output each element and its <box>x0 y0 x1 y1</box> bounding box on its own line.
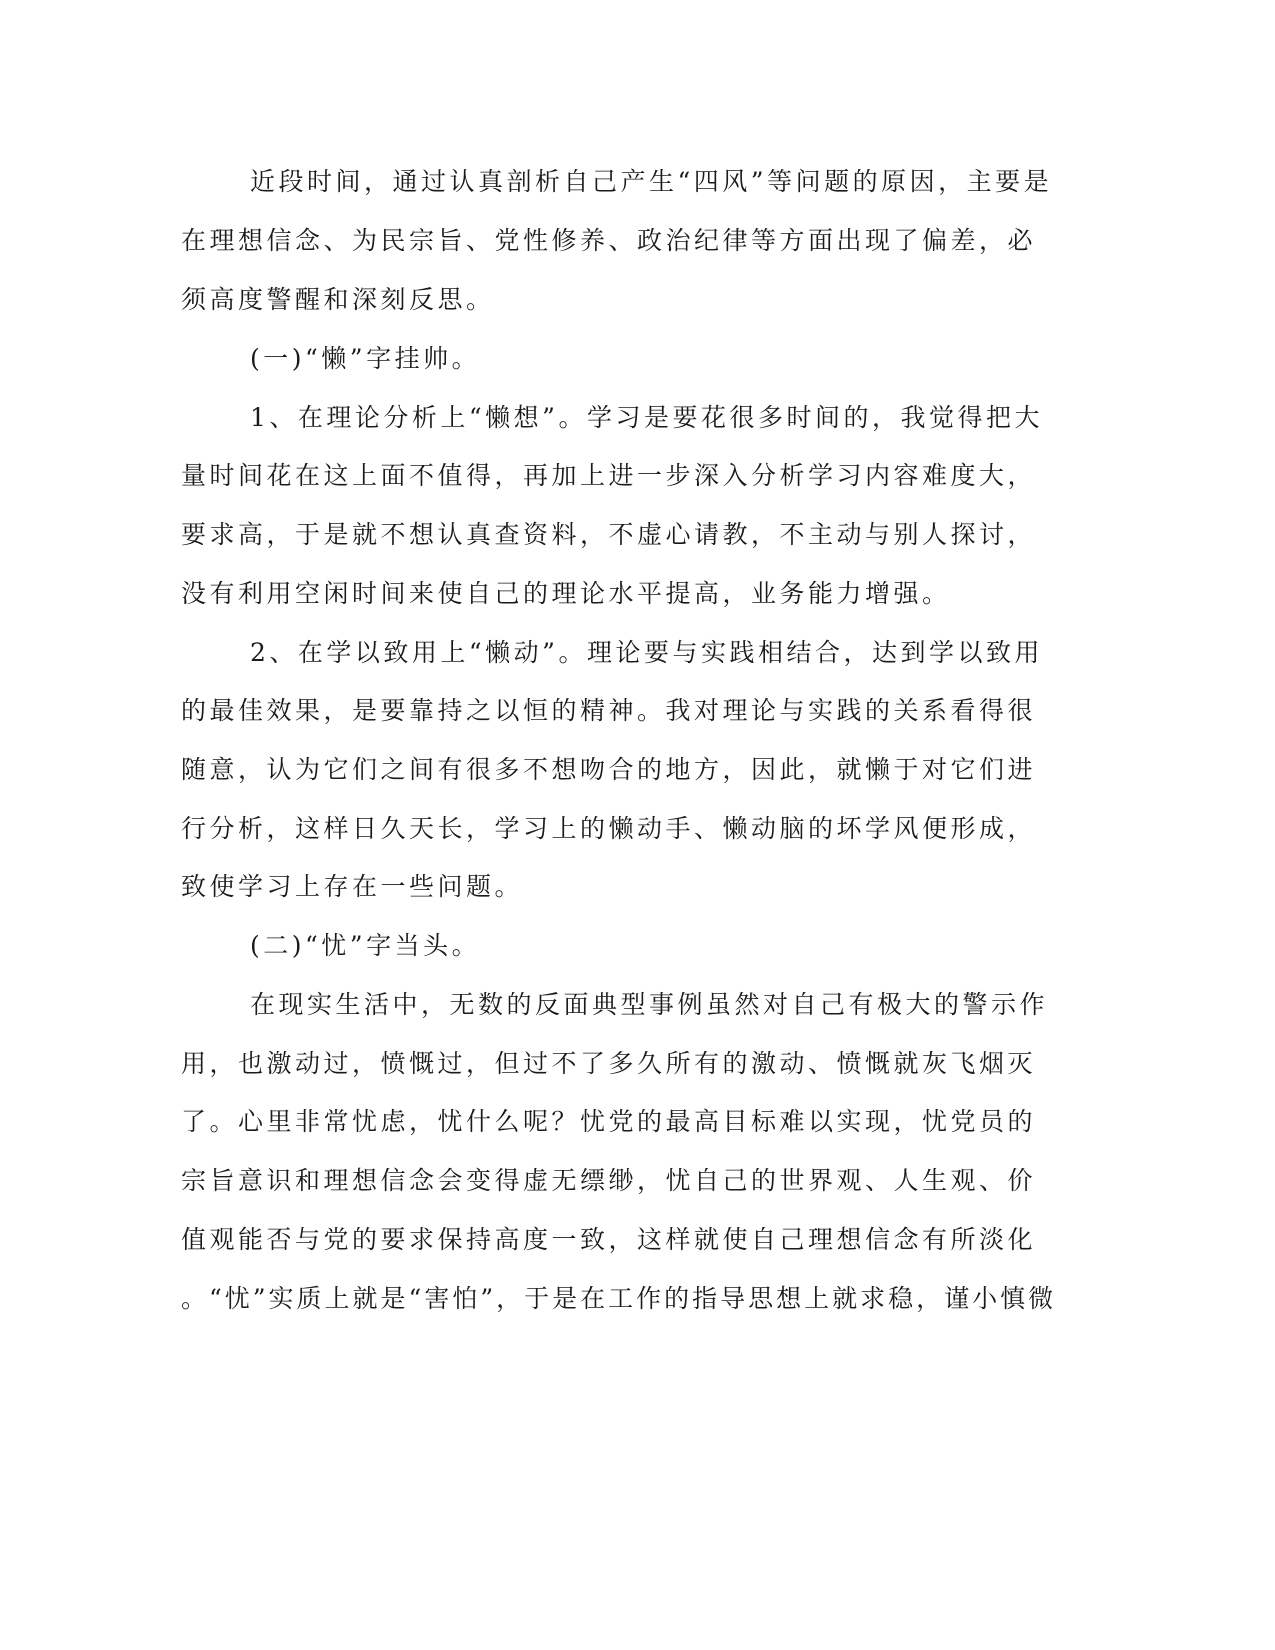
text-line: 1、在理论分析上“懒想”。学习是要花很多时间的，我觉得把大 <box>250 403 1043 432</box>
text-line: 要求高，于是就不想认真查资料，不虚心请教，不主动与别人探讨， <box>181 520 1037 549</box>
text-line: 宗旨意识和理想信念会变得虚无缥缈，忧自己的世界观、人生观、价 <box>181 1166 1037 1195</box>
text-line: 值观能否与党的要求保持高度一致，这样就使自己理想信念有所淡化 <box>181 1225 1037 1254</box>
text-line: 须高度警醒和深刻反思。 <box>181 285 495 314</box>
text-line: 在理想信念、为民宗旨、党性修养、政治纪律等方面出现了偏差，必 <box>181 226 1037 255</box>
text-line: 量时间花在这上面不值得，再加上进一步深入分析学习内容难度大， <box>181 461 1037 490</box>
text-line: 没有利用空闲时间来使自己的理论水平提高，业务能力增强。 <box>181 579 951 608</box>
text-line: 随意，认为它们之间有很多不想吻合的地方，因此，就懒于对它们进 <box>181 755 1037 784</box>
text-line: 。“忧”实质上就是“害怕”，于是在工作的指导思想上就求稳，谨小慎微 <box>181 1284 1057 1313</box>
section-heading: (一)“懒”字挂帅。 <box>250 344 481 373</box>
text-line: 2、在学以致用上“懒动”。理论要与实践相结合，达到学以致用 <box>250 638 1043 667</box>
section-heading: (二)“忧”字当头。 <box>250 931 481 960</box>
text-line: 行分析，这样日久天长，学习上的懒动手、懒动脑的坏学风便形成， <box>181 814 1037 843</box>
text-line: 了。心里非常忧虑，忧什么呢？忧党的最高目标难以实现，忧党员的 <box>181 1107 1037 1136</box>
text-line: 用，也激动过，愤慨过，但过不了多久所有的激动、愤慨就灰飞烟灭 <box>181 1049 1037 1078</box>
text-line: 的最佳效果，是要靠持之以恒的精神。我对理论与实践的关系看得很 <box>181 696 1037 725</box>
text-line: 致使学习上存在一些问题。 <box>181 872 524 901</box>
text-line: 近段时间，通过认真剖析自己产生“四风”等问题的原因，主要是 <box>250 167 1053 196</box>
text-line: 在现实生活中，无数的反面典型事例虽然对自己有极大的警示作 <box>250 990 1049 1019</box>
